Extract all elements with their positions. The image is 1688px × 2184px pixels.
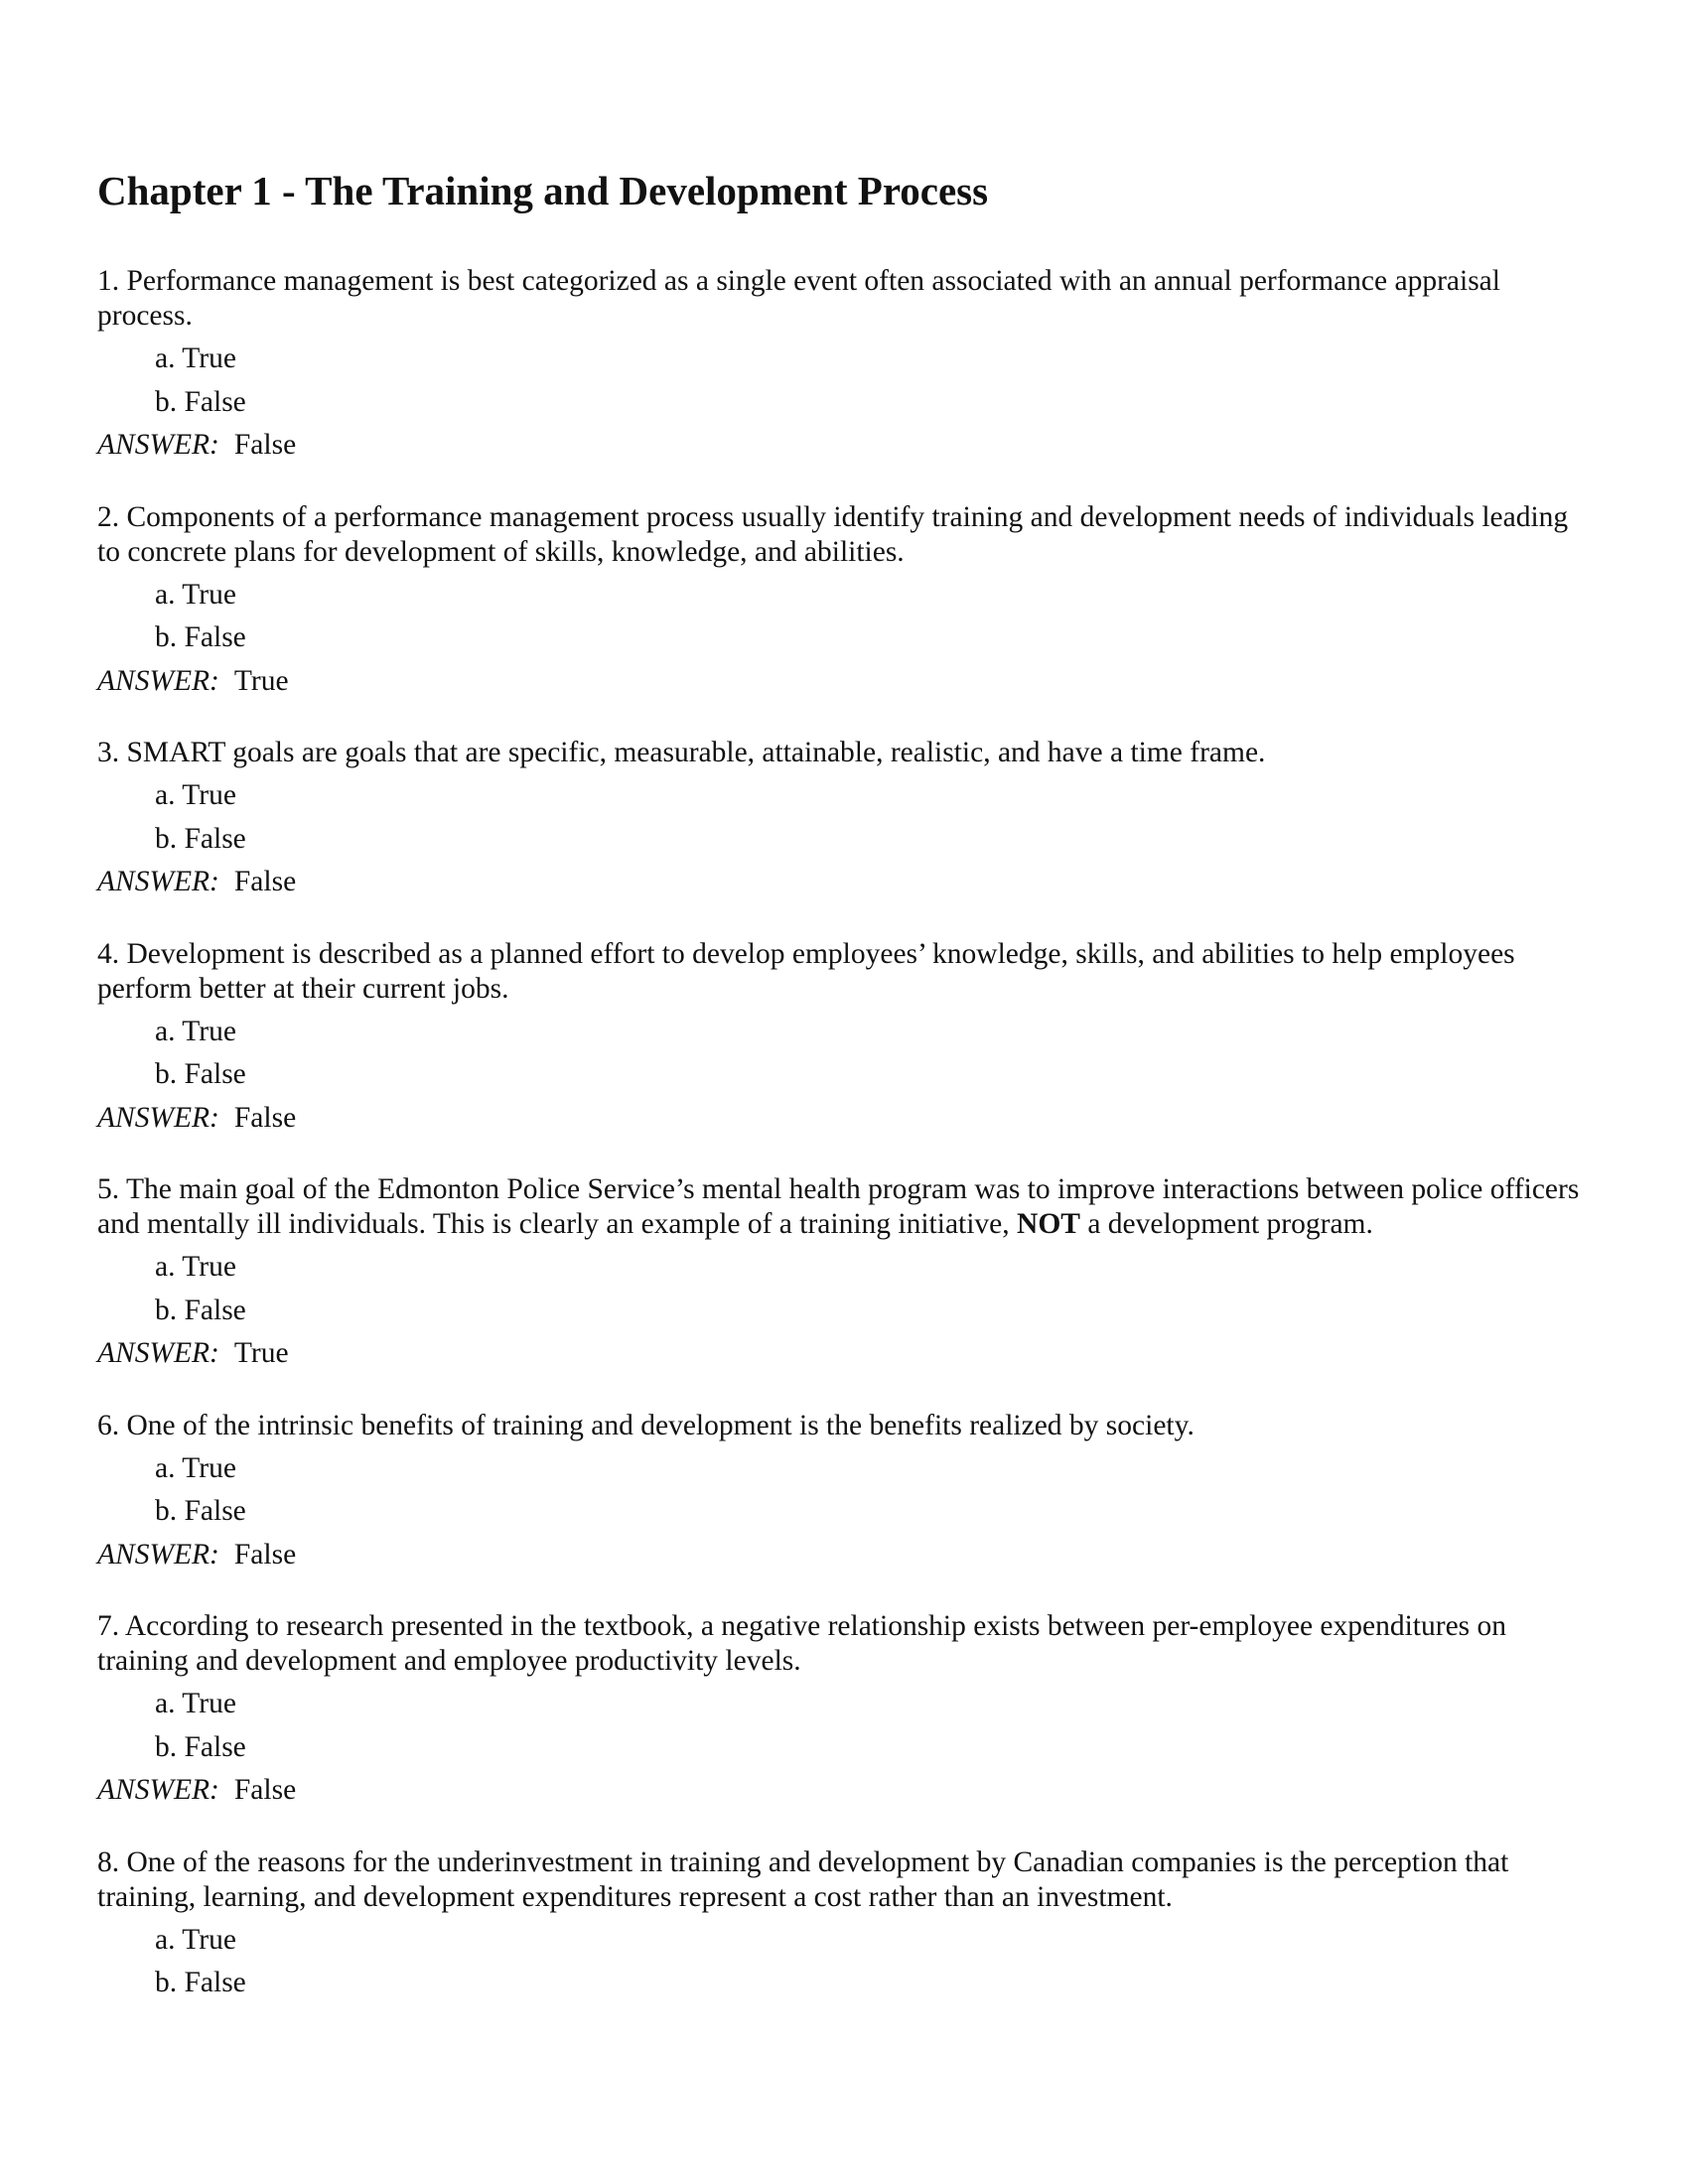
question-8 (97, 1845, 1587, 2005)
option-a: a. True (155, 1688, 236, 1719)
option-list (155, 1011, 1587, 1097)
answer-value: False (233, 866, 297, 897)
option-b: b. False (155, 1967, 246, 1998)
question-6 (97, 1409, 1587, 1577)
option-b: b. False (155, 822, 246, 855)
answer-value: False (233, 1774, 297, 1806)
question-text (97, 736, 1587, 770)
option-list (155, 1447, 1587, 1534)
option-a: a. True (155, 1251, 236, 1283)
answer-value: False (233, 1538, 297, 1570)
option-b: b. False (155, 1294, 246, 1326)
question-text (97, 1409, 1587, 1443)
answer-line (97, 424, 1587, 468)
answer-label: ANSWER: (97, 1774, 219, 1806)
answer-line (97, 1769, 1587, 1813)
answer-value: False (233, 1101, 297, 1134)
question-body: Components of a performance management process usually identify training and development needs of individuals leading to concrete plans for development of skills, knowledge, and abilities. (97, 500, 1569, 568)
answer-value: False (233, 429, 297, 461)
option-list (155, 774, 1587, 861)
answer-label: ANSWER: (97, 429, 219, 461)
question-body: One of the reasons for the underinvestment in training and development by Canadian companies is the perception that training, learning, and development expenditures represent a cost rather than an investment. (97, 1845, 1509, 1913)
option-list (155, 1683, 1587, 1769)
question-number: 6. (97, 1409, 120, 1441)
answer-label: ANSWER: (97, 866, 219, 897)
question-text (97, 500, 1587, 570)
answer-label: ANSWER: (97, 1101, 219, 1134)
answer-label: ANSWER: (97, 1538, 219, 1570)
document-page (97, 167, 1587, 2038)
question-body: Performance management is best categorized as a single event often associated with an annual performance appraisal process. (97, 265, 1500, 332)
answer-label: ANSWER: (97, 664, 219, 697)
answer-line (97, 1534, 1587, 1577)
answer-value: True (233, 664, 289, 697)
option-b: b. False (155, 1495, 246, 1527)
answer-line (97, 861, 1587, 904)
question-2 (97, 500, 1587, 704)
answer-line (97, 660, 1587, 704)
emphasis-not: NOT (1017, 1208, 1080, 1240)
question-number: 7. (97, 1610, 120, 1642)
option-list (155, 574, 1587, 660)
option-a: a. True (155, 779, 236, 811)
option-a: a. True (155, 342, 236, 374)
question-body: SMART goals are goals that are specific, measurable, attainable, realistic, and have a time frame. (126, 737, 1266, 768)
question-body: Development is described as a planned effort to develop employees’ knowledge, skills, and abilities to help employees perform better at their current jobs. (97, 937, 1515, 1005)
answer-value: True (233, 1337, 289, 1369)
option-a: a. True (155, 578, 236, 611)
question-number: 2. (97, 500, 120, 533)
question-4 (97, 937, 1587, 1141)
option-b: b. False (155, 1730, 246, 1763)
question-7 (97, 1609, 1587, 1813)
question-number: 3. (97, 737, 120, 768)
answer-line (97, 1097, 1587, 1141)
option-a: a. True (155, 1451, 236, 1484)
question-number: 4. (97, 937, 120, 970)
option-b: b. False (155, 1058, 246, 1090)
question-body: The main goal of the Edmonton Police Service’s mental health program was to improve interactions between police officers and mentally ill individuals. This is clearly an example of a training initiative, (97, 1173, 1580, 1240)
option-b: b. False (155, 385, 246, 418)
option-a: a. True (155, 1015, 236, 1047)
question-number: 5. (97, 1173, 120, 1205)
question-text (97, 1845, 1587, 1915)
question-1 (97, 264, 1587, 468)
option-b: b. False (155, 621, 246, 653)
question-text (97, 264, 1587, 334)
chapter-title: Chapter 1 - The Training and Development Process (97, 168, 989, 213)
question-body: According to research presented in the textbook, a negative relationship exists between per-employee expenditures on training and development and employee productivity levels. (97, 1610, 1507, 1677)
option-list (155, 338, 1587, 424)
option-list (155, 1919, 1587, 2005)
question-number: 8. (97, 1845, 120, 1878)
option-a: a. True (155, 1923, 236, 1956)
question-text (97, 1172, 1587, 1242)
answer-label: ANSWER: (97, 1337, 219, 1369)
option-list (155, 1246, 1587, 1332)
question-number: 1. (97, 265, 120, 297)
question-body-end: a development program. (1087, 1208, 1373, 1240)
question-text (97, 1609, 1587, 1679)
question-body: One of the intrinsic benefits of training and development is the benefits realized by society. (126, 1409, 1195, 1441)
answer-line (97, 1332, 1587, 1376)
question-text (97, 937, 1587, 1007)
question-5 (97, 1172, 1587, 1376)
question-3 (97, 736, 1587, 904)
